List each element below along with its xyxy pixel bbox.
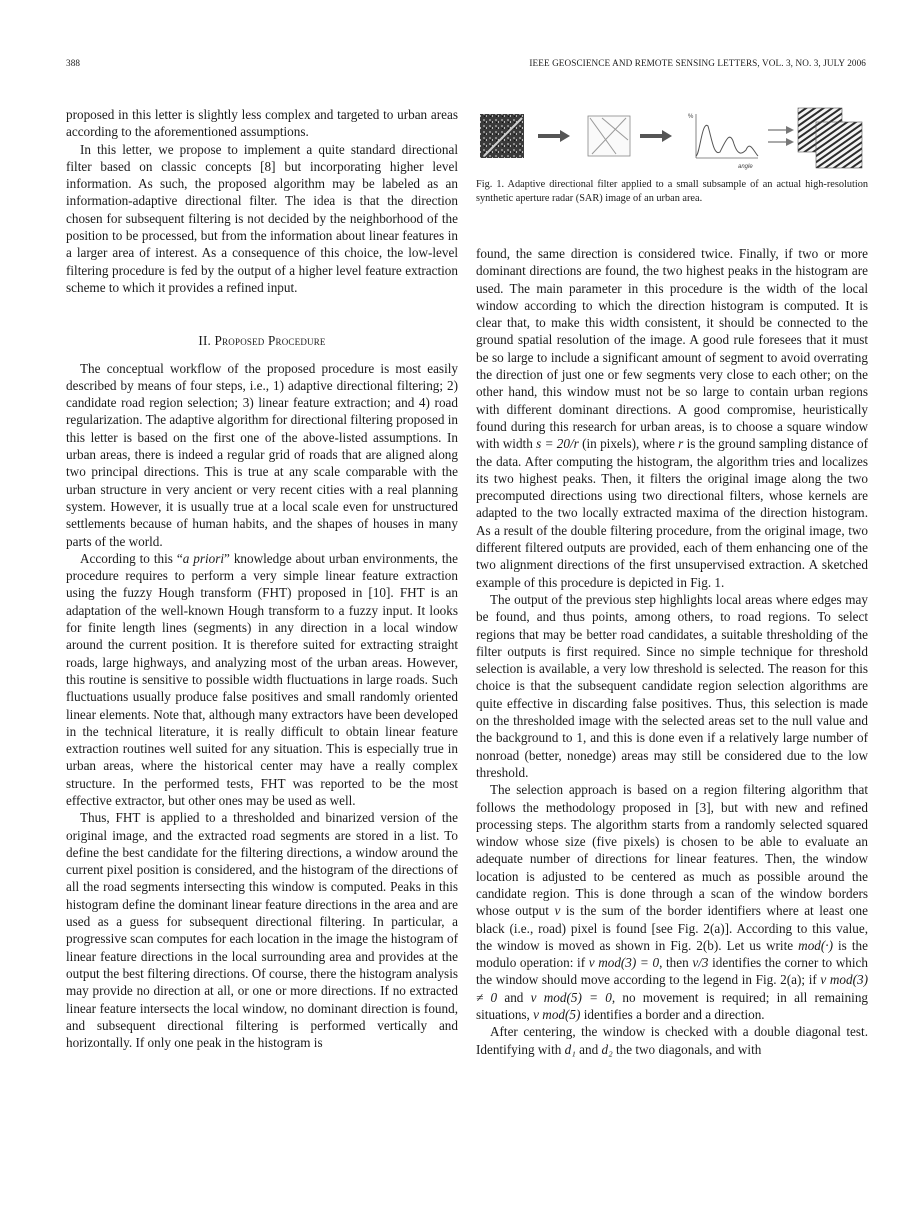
filtered-output-images-icon [798,108,862,168]
paragraph: proposed in this letter is slightly less complex and targeted to urban areas according to the aforementioned assumptions. [66,107,458,140]
section-number: II. [198,333,212,349]
histogram-icon [688,114,758,170]
journal-title: IEEE GEOSCIENCE AND REMOTE SENSING LETTERS, VOL. 3, NO. 3, JULY 2006 [529,58,866,68]
paragraph: According to this “a priori” knowledge about urban environments, the procedure requires to perform a very simple linear feature extraction using the fuzzy Hough transform (FHT) proposed in [10]. FHT is an adaptation of the well-known Hough transform to a fuzzy input. It looks for finite length lines (segments) in any direction in a local window around the current position. It is therefore suited for extracting straight roads, large highways, and analyzing most of the urban areas. However, this routine is sensitive to possible width fluctuations in large roads. Such fluctuations usually produce false positives and small randomly oriented linear elements. Note that, although many extractors have been developed in the technical literature, it is really difficult to obtain linear feature extraction routines well suited for any situation. This is especially true in urban areas, where the historical center may have a really complex structure. In the performed tests, FHT was reported to be the most effective extractor, but other ones may be used as well. [66,550,459,808]
figure-caption: Fig. 1. Adaptive directional filter applied to a small subsample of an actual high-resolution synthetic aperture radar (SAR) image of an urban area. [476,179,868,204]
sar-image-icon [480,114,524,158]
figure-illustration [476,100,868,180]
arrow-right-icon [538,130,570,142]
paragraph: The conceptual workflow of the proposed procedure is most easily described by means of four steps, i.e., 1) adaptive directional filtering; 2) candidate road region selection; 3) linear feature extraction; and 4) road regularization. The adaptive algorithm for directional filtering proposed in this letter is based on the first one of the above-listed assumptions. In urban areas, there is indeed a regular grid of roads that are aligned along two principal directions. This is true at any scale comparable with the urban structure in very ancient or very recent cities with a real planning system. However, it is usually true at a local scale even for unstructured settlements because of human habits, and the shapes of houses in many parts of the world. [66,360,458,549]
paragraph: The selection approach is based on a region filtering algorithm that follows the methodology proposed in [3], but with new and refined processing steps. The algorithm starts from a randomly selected squared window whose size (five pixels) is chosen to be able to evaluate an adequate number of directions for linear features. Then, the window location is adjusted to be centered as much as possible around the candidate region. This is done through a scan of the window borders whose output v is the sum of the border identifiers where at least one black (i.e., road) pixel is found [see Fig. 2(a)]. According to this value, the window is moved as shown in Fig. 2(b). Let us write mod(·) is the modulo operation: if v mod(3) = 0, then v/3 identifies the corner to which the window should move according to the legend in Fig. 2(a); if v mod(3) ≠ 0 and v mod(5) = 0, no movement is required; in all remaining situations, v mod(5) identifies a border and a direction. [476,782,869,1023]
page-number: 388 [66,58,81,68]
paragraph: In this letter, we propose to implement a quite standard directional filter based on classic concepts [8] but incorporating higher level information. As such, the proposed algorithm may be labeled as an information-adaptive directional filter. The idea is that the direction chosen for subsequent filtering is not decided by the neighborhood of the position to be processed, but from the information about linear features in a larger area of interest. As a consequence of this choice, the low-level filtering procedure is fed by the output of a higher level feature extraction scheme to which it provides a refined input. [66,141,458,295]
angle-label: angle [738,164,753,170]
arrow-right-icon [640,130,672,142]
section-heading [66,332,458,349]
paragraph: found, the same direction is considered twice. Finally, if two or more dominant directions are found, the two highest peaks in the histogram are used. The main parameter in this procedure is the width of the local window according to which the direction histogram is computed. It is clear that, to make this width consistent, it should be connected to the ground spatial resolution of the image. A good rule foresees that it must be so large to include a significant amount of segment to avoid overrating the direction of just one or few segments very close to each other; on the other hand, this window must not be so large to contain urban regions with different dominant directions. A good compromise, heuristically found during this research for urban areas, is to choose a square window with width s = 20/r (in pixels), where r is the ground sampling distance of the data. After computing the histogram, the algorithm tries and localizes its two highest peaks. Then, it filters the original image along the two precomputed directions using two directional filters, whose kernels are adapted to the two locally extracted maxima of the direction histogram. As a result of the double filtering procedure, from the original image, two different filtered outputs are provided, each of them enhancing one of the two alignment directions of the first unsupervised extraction. A sketched example of this procedure is depicted in Fig. 1. [476,246,868,590]
section-title: Proposed Procedure [214,333,326,349]
right-column [476,245,868,1058]
percent-label: % [688,114,694,120]
paragraph: Thus, FHT is applied to a thresholded and binarized version of the original image, and the extracted road segments are stored in a list. To define the best candidate for the filtering directions, a window around the current pixel position is considered, and the histogram of the directions of all the road segments intersecting this window is computed. Peaks in this histogram define the dominant linear feature directions in the area and are used as a guess for subsequent directional filtering. In particular, a progressive scan computes for each location in the image the histogram of linear feature directions in the local surrounding area and provides at the output the best filtering directions. Of course, there the histogram analysis may provide no direction at all, or one or more directions. If no extracted linear feature intersects the local window, no dominant direction is found, and subsequent directional filtering is performed vertically and horizontally. If only one peak in the histogram is [66,810,458,1051]
paragraph: After centering, the window is checked with a double diagonal test. Identifying with d₁ and d₂ the two diagonals, and with [476,1024,868,1057]
running-header [66,58,866,72]
paragraph: The output of the previous step highlights local areas where edges may be found, and thus points, among others, to road regions. To select regions that may be better road candidates, a suitable thresholding of the filter outputs is first required. Since no simple technique for threshold selection is available, a very low threshold is selected. The reason for this choice is that the subsequent candidate region selection algorithms are quite effective in discarding false positives. Thus, this selection is made on the thresholded image with the selected areas set to the null value and the background to 1, and this is done even if a relatively large number of nonroad (better, nonedge) areas may still be considered due to the low threshold. [476,591,868,780]
double-arrow-icon [768,126,794,146]
line-sketch-icon [588,116,630,156]
figure-1 [476,100,868,180]
left-column [66,106,458,1051]
